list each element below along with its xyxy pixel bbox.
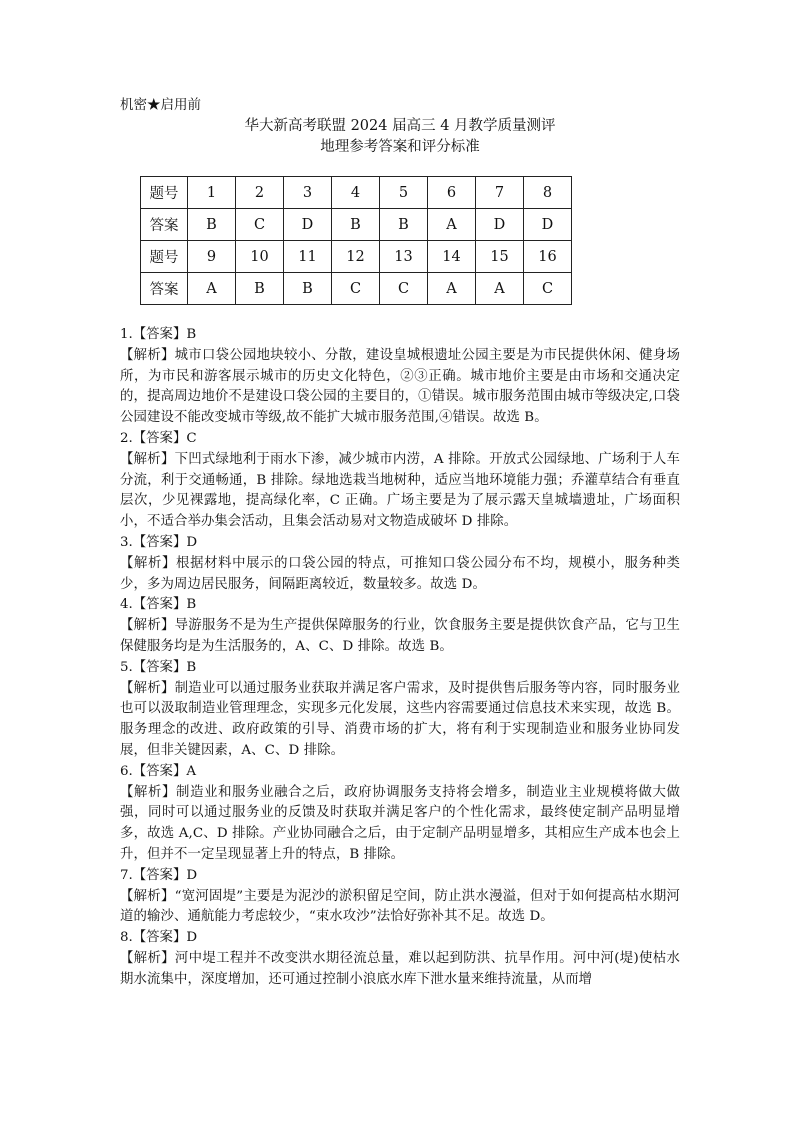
table-cell: 7 [476,177,524,209]
table-cell: 10 [236,241,284,273]
table-cell: 11 [284,241,332,273]
table-cell: 13 [380,241,428,273]
row-header-cell: 题号 [141,241,188,273]
explanation-paragraph: 【解析】下凹式绿地利于雨水下渗，减少城市内涝，A 排除。开放式公园绿地、广场利于人车分流，利于交通畅通，B 排除。绿地选栽当地树种，适应当地环境能力强；乔灌草结合有垂直层次，少见裸露地，提高绿化率，C 正确。广场主要是为了展示露天皇城墙遗址，广场面积小，不适合举办集会活动，且集会活动易对文物造成破坏 D 排除。 [120,451,680,530]
table-cell: 6 [428,177,476,209]
table-cell: 8 [524,177,572,209]
answer-item [120,658,680,762]
explanation-paragraph: 【解析】制造业可以通过服务业获取并满足客户需求，及时提供售后服务等内容，同时服务业也可以汲取制造业管理理念，实现多元化发展，这些内容需要通过信息技术来实现，故选 B。服务理念的改进、政府政策的引导、消费市场的扩大，将有利于实现制造业和服务业协同发展，但非关键因素，A、C、D 排除。 [120,680,680,758]
table-cell: 1 [188,177,236,209]
table-cell: D [524,209,572,241]
answer-line: 5.【答案】B [120,659,197,675]
answer-item [120,595,680,657]
answer-item [120,928,680,990]
table-cell: 16 [524,241,572,273]
document-subtitle: 地理参考答案和评分标准 [320,139,480,155]
table-cell: 9 [188,241,236,273]
answer-table-row [141,241,572,273]
table-cell: B [284,273,332,305]
answer-line: 6.【答案】A [120,763,197,779]
explanation-paragraph: 【解析】城市口袋公园地块较小、分散，建设皇城根遗址公园主要是为市民提供休闲、健身场所，为市民和游客展示城市的历史文化特色，②③正确。城市地价主要是由市场和交通决定的，提高周边地价不是建设口袋公园的主要目的，①错误。城市服务范围由城市等级决定,口袋公园建设不能改变城市等级,故不能扩大城市服务范围,④错误。故选 B。 [120,347,680,426]
table-cell: B [188,209,236,241]
table-cell: 2 [236,177,284,209]
answer-item [120,866,680,928]
table-cell: 3 [284,177,332,209]
explanation-paragraph: 【解析】河中堤工程并不改变洪水期径流总量，难以起到防洪、抗旱作用。河中河(堤)使枯水期水流集中，深度增加，还可通过控制小浪底水库下泄水量来维持流量，从而增 [120,950,680,987]
answer-item [120,533,680,595]
table-cell: A [188,273,236,305]
table-cell: D [284,209,332,241]
row-header-cell: 答案 [141,209,188,241]
table-cell: 4 [332,177,380,209]
answer-line: 3.【答案】D [120,534,198,550]
table-cell: A [476,273,524,305]
answer-table-row [141,209,572,241]
table-cell: 5 [380,177,428,209]
table-cell: D [476,209,524,241]
table-cell: B [236,273,284,305]
table-cell: B [332,209,380,241]
explanation-paragraph: 【解析】导游服务不是为生产提供保障服务的行业，饮食服务主要是提供饮食产品，它与卫生保健服务均是为生活服务的，A、C、D 排除。故选 B。 [120,618,680,654]
table-cell: C [332,273,380,305]
table-cell: A [428,209,476,241]
document-title: 华大新高考联盟 2024 届高三 4 月教学质量测评 [244,118,556,134]
table-cell: 15 [476,241,524,273]
answer-line: 7.【答案】D [120,867,198,883]
table-cell: C [380,273,428,305]
answer-line: 4.【答案】B [120,597,197,613]
explanation-paragraph: 【解析】根据材料中展示的口袋公园的特点，可推知口袋公园分布不均，规模小，服务种类少，多为周边居民服务，间隔距离较近，数量较多。故选 D。 [120,555,680,592]
answer-line: 1.【答案】B [120,327,197,342]
answer-document [120,96,680,991]
answer-table-row [141,177,572,209]
answer-item [120,429,680,533]
explanation-paragraph: 【解析】制造业和服务业融合之后，政府协调服务支持将会增多，制造业主业规模将做大做强，同时可以通过服务业的反馈及时获取并满足客户的个性化需求，最终使定制产品明显增多，故选 A,C、D 排除。产业协同融合之后，由于定制产品明显增多，其相应生产成本也会上升，但并不一定呈现显著上升的特点，B 排除。 [120,784,680,862]
table-cell: 12 [332,241,380,273]
answer-explanations [120,325,680,991]
table-cell: A [428,273,476,305]
answer-line: 8.【答案】D [120,930,198,946]
table-cell: C [524,273,572,305]
answer-table [140,176,572,305]
answer-table-row [141,273,572,305]
table-cell: C [236,209,284,241]
explanation-paragraph: 【解析】“宽河固堤”主要是为泥沙的淤积留足空间，防止洪水漫溢，但对于如何提高枯水期河道的输沙、通航能力考虑较少，“束水攻沙”法恰好弥补其不足。故选 D。 [120,888,680,925]
table-cell: 14 [428,241,476,273]
answer-item [120,762,680,866]
answer-item [120,325,680,429]
confidential-label: 机密★启用前 [120,97,201,113]
row-header-cell: 题号 [141,177,188,209]
table-cell: B [380,209,428,241]
answer-line: 2.【答案】C [120,430,197,446]
row-header-cell: 答案 [141,273,188,305]
